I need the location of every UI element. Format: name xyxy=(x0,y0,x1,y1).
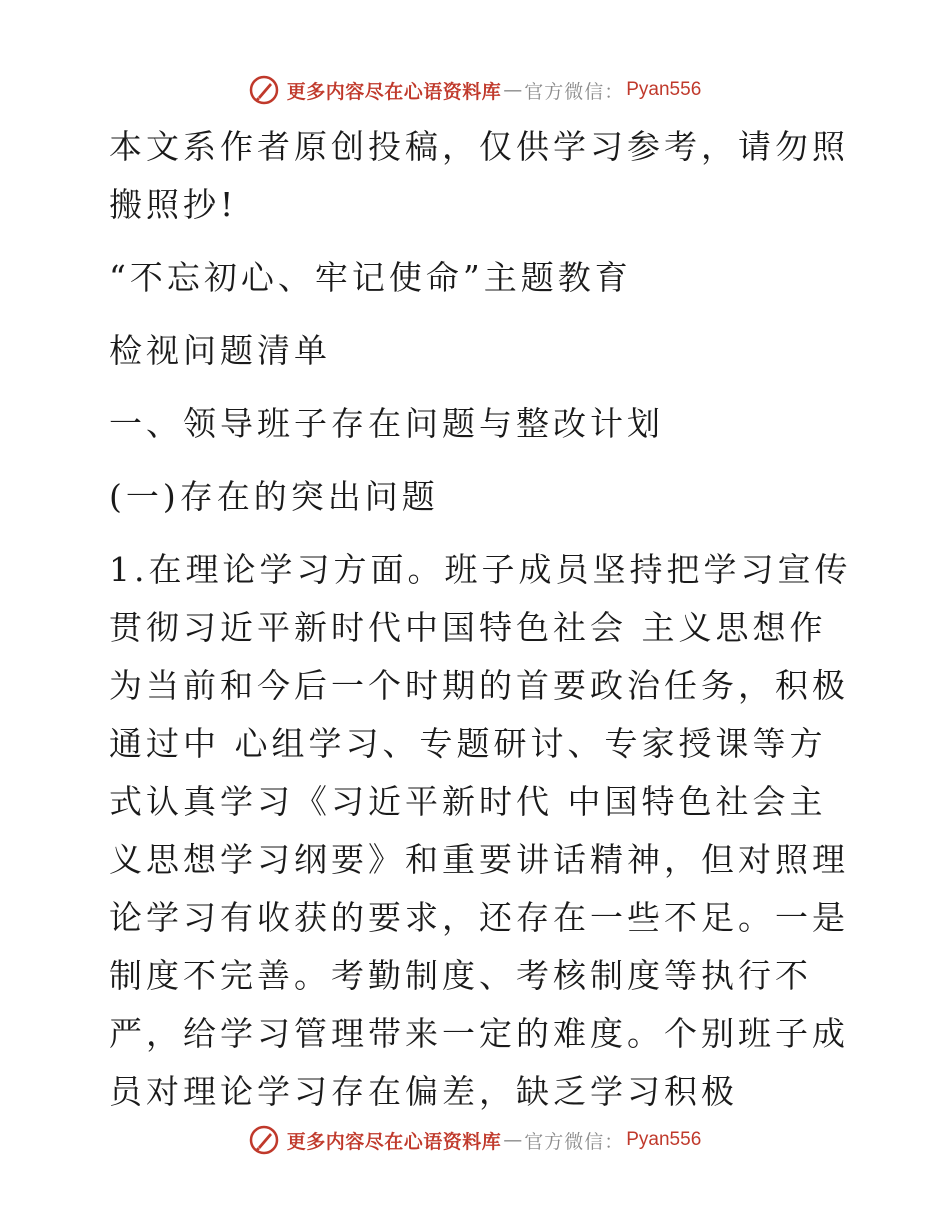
copyright-notice: 本文系作者原创投稿，仅供学习参考，请勿照搬照抄! xyxy=(109,127,849,224)
quill-pen-logo-icon xyxy=(249,1125,279,1155)
section-heading: 一、领导班子存在问题与整改计划 xyxy=(109,404,664,443)
quill-pen-logo-icon xyxy=(249,75,279,105)
brand-text: 更多内容尽在心语资料库 xyxy=(286,1130,502,1153)
official-wechat-label: 官方微信： xyxy=(524,1130,625,1153)
header-watermark-banner xyxy=(0,70,950,110)
separator-dash: — xyxy=(503,1129,523,1151)
document-subtitle: 检视问题清单 xyxy=(109,331,331,370)
official-wechat-label: 官方微信： xyxy=(524,80,625,103)
brand-text: 更多内容尽在心语资料库 xyxy=(286,80,502,103)
subsection-heading: (一)存在的突出问题 xyxy=(109,477,439,516)
separator-dash: — xyxy=(503,79,523,101)
document-title: “不忘初心、牢记使命”主题教育 xyxy=(109,258,632,297)
wechat-id: Pyan556 xyxy=(626,1129,702,1150)
wechat-id: Pyan556 xyxy=(626,79,702,100)
document-body xyxy=(97,118,857,1121)
footer-watermark-banner xyxy=(0,1120,950,1160)
body-paragraph: 1.在理论学习方面。班子成员坚持把学习宣传贯彻习近平新时代中国特色社会 主义思想作为当前和今后一个时期的首要政治任务，积极通过中 心组学习、专题研讨、专家授课等方式认真学习《习近平新时代 中国特色社会主义思想学习纲要》和重要讲话精神，但对照理论学习有收获的要求，还存在一些不足。一是制度不完善。考勤制度、考核制度等执行不严，给学习管理带来一定的难度。个别班子成员对理论学习存在偏差，缺乏学习积极 xyxy=(109,550,852,1111)
